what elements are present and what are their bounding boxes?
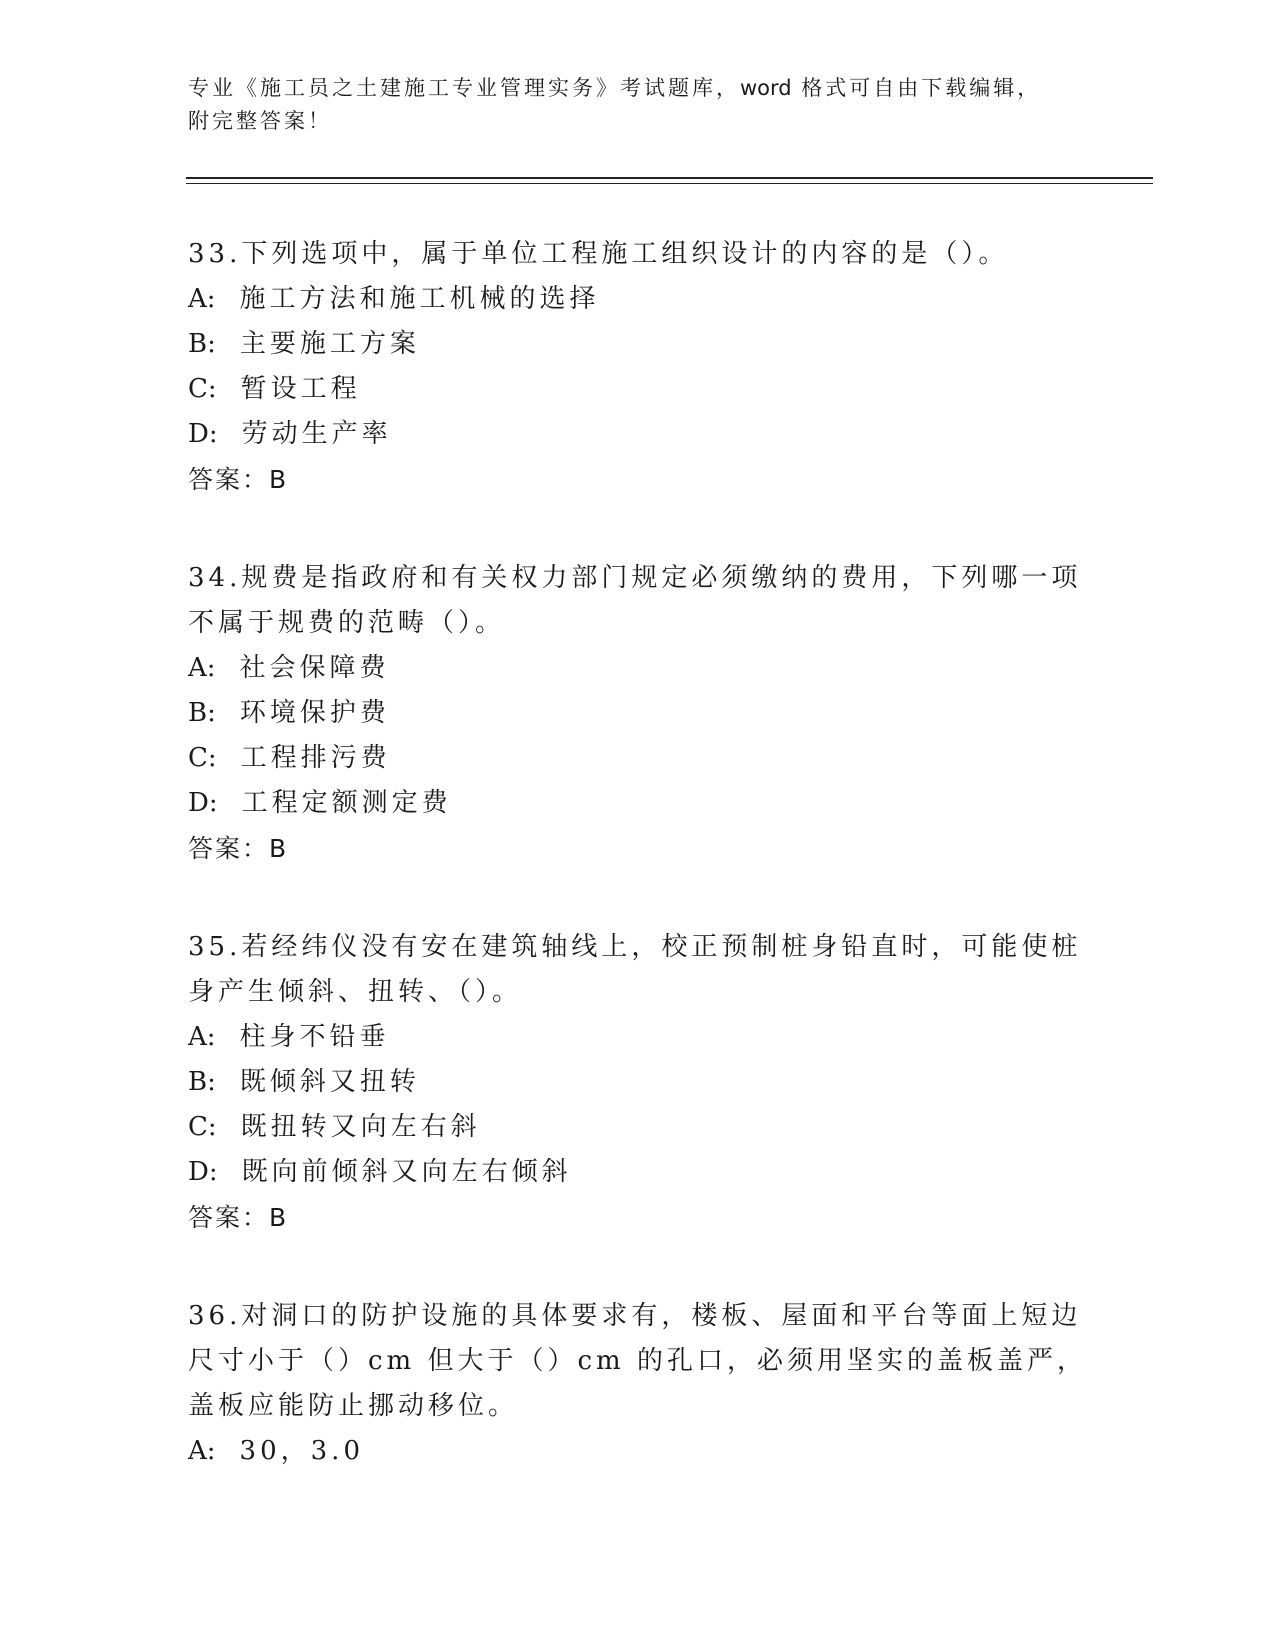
question-list (188, 232, 1088, 1528)
option-text: 既倾斜又扭转 (239, 1067, 420, 1097)
answer-line: 答案：B (188, 1203, 289, 1232)
option-d (188, 781, 1088, 826)
answer-line: 答案：B (188, 465, 289, 494)
option-a (188, 646, 1088, 691)
question-35 (188, 925, 1088, 1240)
header-text-b: 格式可自由下载编辑， (791, 76, 1042, 100)
option-letter: B: (188, 1067, 216, 1097)
option-text: 既向前倾斜又向左右倾斜 (241, 1157, 572, 1187)
document-header (188, 72, 1068, 138)
header-divider-thick (186, 177, 1153, 179)
header-divider-thin (186, 183, 1153, 184)
option-letter: B: (188, 329, 216, 359)
option-text: 工程定额测定费 (241, 788, 452, 818)
option-a (188, 1015, 1088, 1060)
option-letter: B: (188, 698, 216, 728)
option-text: 环境保护费 (239, 698, 390, 728)
option-letter: C: (188, 743, 217, 773)
option-letter: A: (188, 1436, 216, 1466)
option-text: 工程排污费 (240, 743, 391, 773)
option-c (188, 1105, 1088, 1150)
option-a (188, 1429, 1088, 1474)
header-text-a: 专业《施工员之土建施工专业管理实务》考试题库， (188, 76, 740, 100)
question-title: 35.若经纬仪没有安在建筑轴线上，校正预制桩身铅直时，可能使桩身产生倾斜、扭转、（）。 (188, 932, 1082, 1007)
question-36 (188, 1294, 1088, 1474)
option-letter: C: (188, 1112, 217, 1142)
option-text: 社会保障费 (239, 653, 390, 683)
question-title: 34.规费是指政府和有关权力部门规定必须缴纳的费用，下列哪一项不属于规费的范畴（）。 (188, 563, 1082, 638)
header-line-1 (188, 72, 1068, 105)
question-title: 36.对洞口的防护设施的具体要求有，楼板、屋面和平台等面上短边尺寸小于（）cm 但大于（）cm 的孔口，必须用坚实的盖板盖严，盖板应能防止挪动移位。 (188, 1301, 1087, 1421)
option-letter: C: (188, 374, 217, 404)
option-text: 30，3.0 (239, 1436, 364, 1466)
option-d (188, 412, 1088, 457)
option-c (188, 367, 1088, 412)
option-letter: D: (188, 419, 218, 449)
header-text-word: word (740, 76, 792, 100)
option-text: 暂设工程 (240, 374, 361, 404)
answer-line: 答案：B (188, 834, 289, 863)
option-letter: D: (188, 1157, 218, 1187)
option-d (188, 1150, 1088, 1195)
option-a (188, 277, 1088, 322)
option-text: 施工方法和施工机械的选择 (239, 284, 600, 314)
option-b (188, 322, 1088, 367)
option-letter: A: (188, 284, 216, 314)
option-text: 既扭转又向左右斜 (240, 1112, 481, 1142)
question-34 (188, 556, 1088, 871)
option-b (188, 1060, 1088, 1105)
header-line-2: 附完整答案！ (188, 109, 332, 133)
option-letter: A: (188, 1022, 216, 1052)
option-text: 柱身不铅垂 (239, 1022, 390, 1052)
option-text: 劳动生产率 (241, 419, 392, 449)
option-text: 主要施工方案 (239, 329, 420, 359)
question-title: 33.下列选项中，属于单位工程施工组织设计的内容的是（）。 (188, 239, 1009, 269)
option-letter: D: (188, 788, 218, 818)
option-b (188, 691, 1088, 736)
question-33 (188, 232, 1088, 502)
option-c (188, 736, 1088, 781)
option-letter: A: (188, 653, 216, 683)
